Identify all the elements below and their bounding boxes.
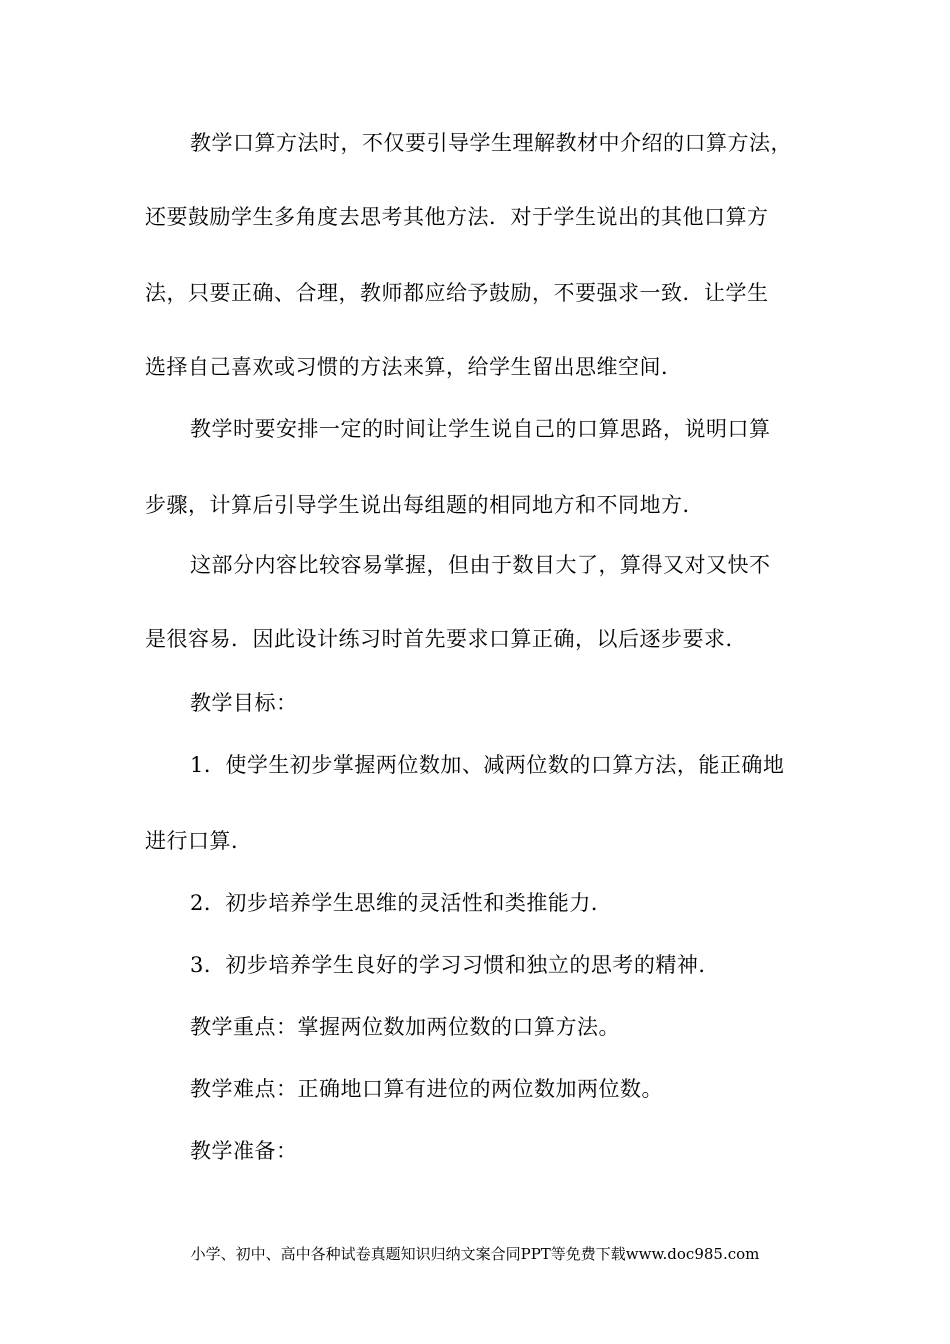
preparation: 教学准备： (190, 1139, 298, 1163)
paragraph-2-line-2: 步骤，计算后引导学生说出每组题的相同地方和不同地方． (145, 493, 704, 517)
objective-2: 2．初步培养学生思维的灵活性和类推能力． (190, 891, 613, 915)
objective-3: 3．初步培养学生良好的学习习惯和独立的思考的精神． (190, 953, 720, 977)
paragraph-1-line-4: 选择自己喜欢或习惯的方法来算，给学生留出思维空间． (145, 355, 683, 379)
objectives-heading: 教学目标： (190, 691, 298, 715)
paragraph-1-line-2: 还要鼓励学生多角度去思考其他方法．对于学生说出的其他口算方 (145, 205, 769, 229)
objective-1-line-1: 1．使学生初步掌握两位数加、减两位数的口算方法，能正确地 (190, 753, 785, 777)
key-point: 教学重点：掌握两位数加两位数的口算方法。 (190, 1015, 620, 1039)
paragraph-1-line-3: 法，只要正确、合理，教师都应给予鼓励，不要强求一致．让学生 (145, 281, 769, 305)
page-footer: 小学、初中、高中各种试卷真题知识归纳文案合同PPT等免费下载www.doc985.com (190, 1245, 760, 1263)
paragraph-3-line-1: 这部分内容比较容易掌握，但由于数目大了，算得又对又快不 (190, 553, 771, 577)
objective-1-line-2: 进行口算． (145, 829, 253, 853)
difficulty: 教学难点：正确地口算有进位的两位数加两位数。 (190, 1077, 663, 1101)
paragraph-3-line-2: 是很容易．因此设计练习时首先要求口算正确，以后逐步要求． (145, 627, 747, 651)
paragraph-1-line-1: 教学口算方法时，不仅要引导学生理解教材中介绍的口算方法， (190, 131, 792, 155)
paragraph-2-line-1: 教学时要安排一定的时间让学生说自己的口算思路，说明口算 (190, 417, 771, 441)
